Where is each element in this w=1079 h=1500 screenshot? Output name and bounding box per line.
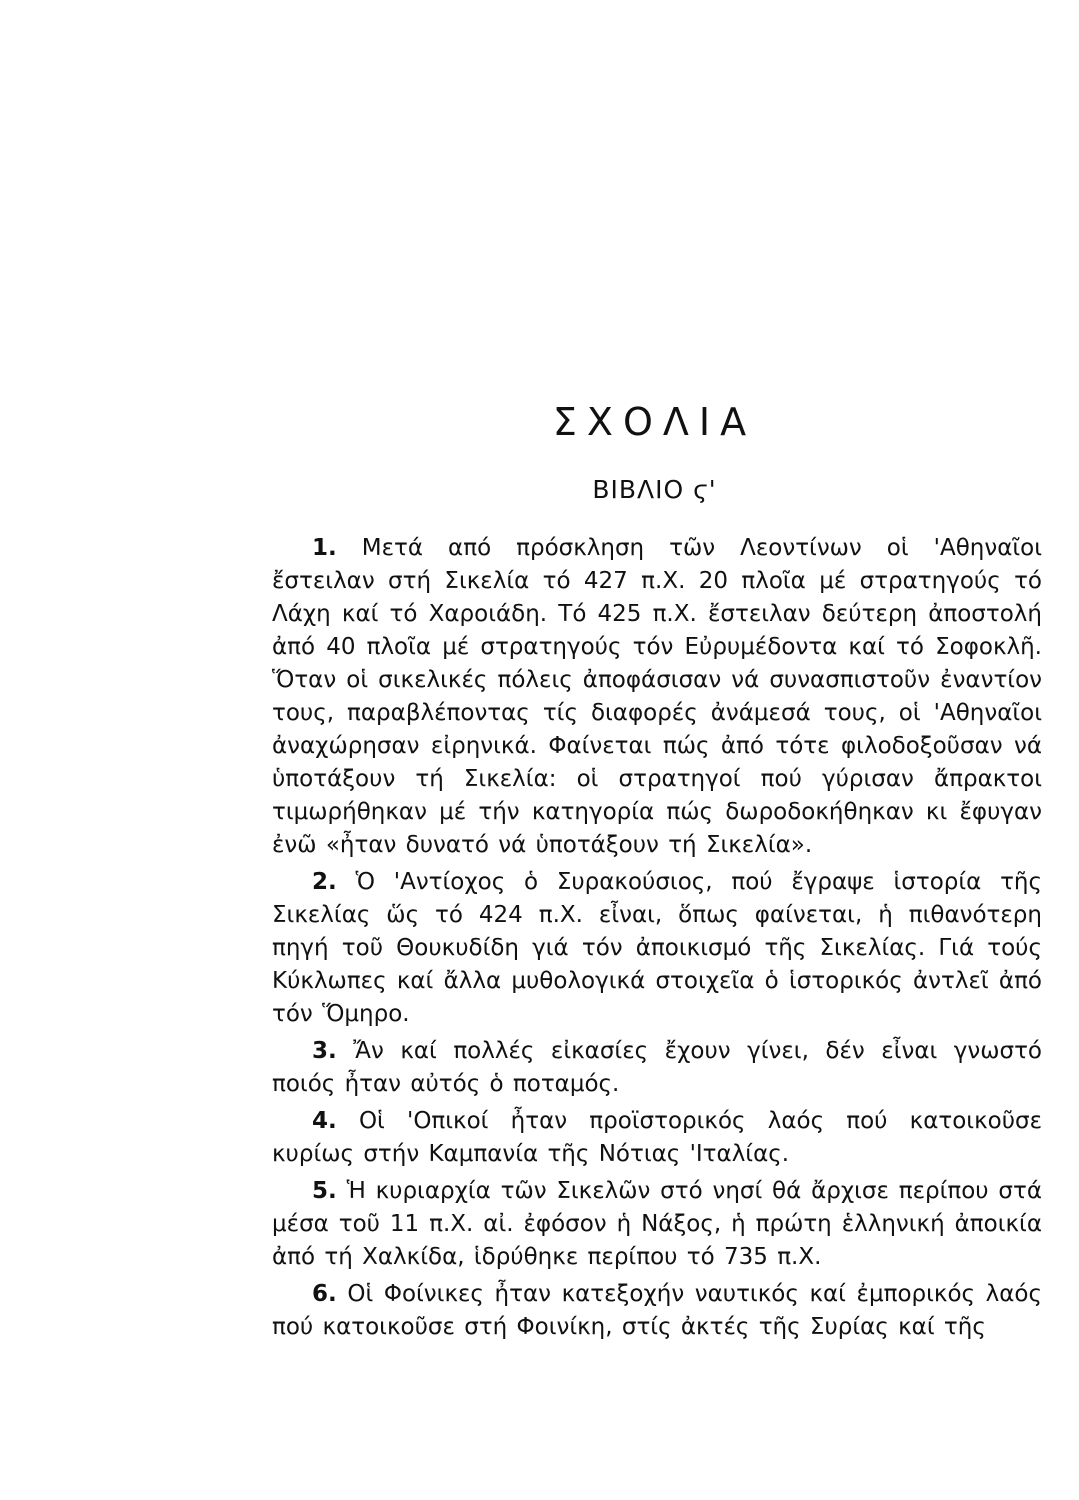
note-number: 1. [312, 535, 337, 561]
note-number: 6. [312, 1281, 337, 1307]
note-4 [272, 1105, 1042, 1171]
note-number: 3. [312, 1038, 337, 1064]
notes-section [272, 532, 1042, 1348]
note-text: Ἡ κυριαρχία τῶν Σικελῶν στό νησί θά ἄρχισε περίπου στά μέσα τοῦ 11 π.Χ. αἰ. ἐφόσον ἡ Νάξος, ἡ πρώτη ἑλληνική ἀποικία ἀπό τή Χαλκίδα, ἱδρύθηκε περίπου τό 735 π.Χ. [272, 1178, 1043, 1270]
note-2 [272, 866, 1042, 1031]
note-5 [272, 1175, 1042, 1274]
note-1 [272, 532, 1042, 862]
note-6 [272, 1278, 1042, 1344]
note-3 [272, 1035, 1042, 1101]
note-text: Ἄν καί πολλές εἰκασίες ἔχουν γίνει, δέν εἶναι γνωστό ποιός ἦταν αὐτός ὁ ποταμός. [272, 1038, 1042, 1097]
note-text: Οἱ 'Οπικοί ἦταν προϊστορικός λαός πού κατοικοῦσε κυρίως στήν Καμπανία τῆς Νότιας 'Ιταλίας. [272, 1108, 1043, 1167]
note-text: Μετά από πρόσκληση τῶν Λεοντίνων οἱ 'Αθηναῖοι ἔστειλαν στή Σικελία τό 427 π.Χ. 20 πλοῖα μέ στρατηγούς τό Λάχη καί τό Χαροιάδη. Τό 425 π.Χ. ἔστειλαν δεύτερη ἀποστολή ἀπό 40 πλοῖα μέ στρατηγούς τόν Εὐρυμέδοντα καί τό Σοφοκλῆ. Ὅταν οἱ σικελικές πόλεις ἀποφάσισαν νά συνασπιστοῦν ἐναντίον τους, παραβλέποντας τίς διαφορές ἀνάμεσά τους, οἱ 'Αθηναῖοι ἀναχώρησαν εἰρηνικά. Φαίνεται πώς ἀπό τότε φιλοδοξοῦσαν νά ὑποτάξουν τή Σικελία: οἱ στρατηγοί πού γύρισαν ἄπρακτοι τιμωρήθηκαν μέ τήν κατηγορία πώς δωροδοκήθηκαν κι ἔφυγαν ἐνῶ «ἦταν δυνατό νά ὑποτάξουν τή Σικελία». [272, 535, 1043, 858]
note-text: Οἱ Φοίνικες ἦταν κατεξοχήν ναυτικός καί ἐμπορικός λαός πού κατοικοῦσε στή Φοινίκη, στίς ἀκτές τῆς Συρίας καί τῆς [272, 1281, 1042, 1340]
book-subtitle: ΒΙΒΛΙΟ ϛ' [592, 475, 717, 504]
note-number: 5. [312, 1178, 337, 1204]
note-number: 2. [312, 869, 337, 895]
note-text: Ὁ 'Αντίοχος ὁ Συρακούσιος, πού ἔγραψε ἱστορία τῆς Σικελίας ὥς τό 424 π.Χ. εἶναι, ὅπως φαίνεται, ἡ πιθανότερη πηγή τοῦ Θουκυδίδη γιά τόν ἀποικισμό τῆς Σικελίας. Γιά τούς Κύκλωπες καί ἄλλα μυθολογικά στοιχεῖα ὁ ἱστορικός ἀντλεῖ ἀπό τόν Ὅμηρο. [272, 869, 1042, 1027]
note-number: 4. [312, 1108, 337, 1134]
page-title: ΣΧΟΛΙΑ [552, 400, 757, 444]
